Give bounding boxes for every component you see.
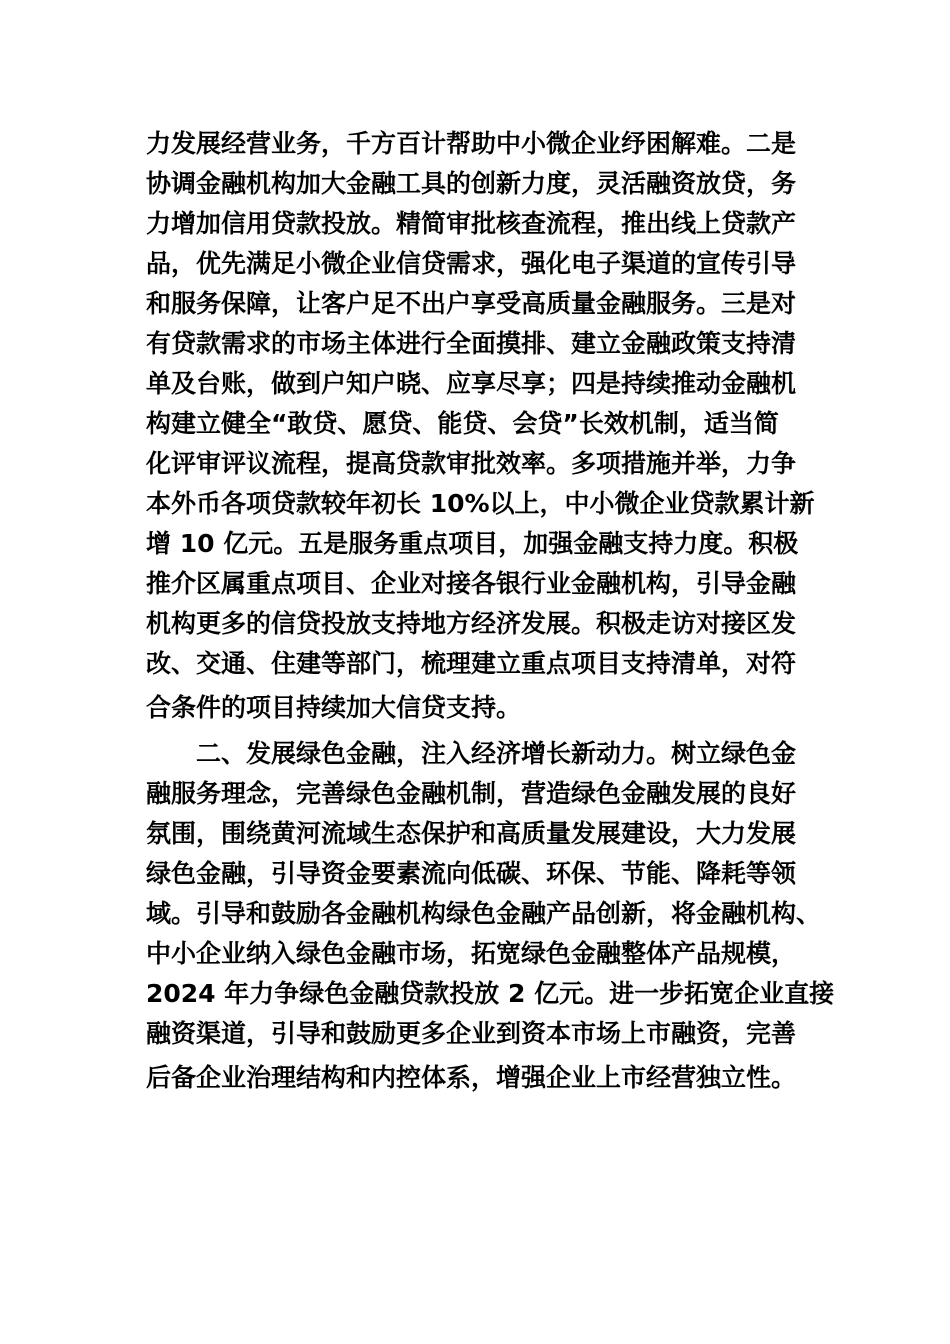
text-line: 后备企业治理结构和内控体系，增强企业上市经营独立性。 (146, 1063, 797, 1092)
text-line: 域。引导和鼓励各金融机构绿色金融产品创新，将金融机构、 (146, 899, 822, 928)
text-line: 融服务理念，完善绿色金融机制，营造绿色金融发展的良好 (146, 779, 797, 808)
text-line: 绿色金融，引导资金要素流向低碳、环保、节能、降耗等领 (146, 859, 797, 888)
paragraph-heading-line: 二、发展绿色金融，注入经济增长新动力。树立绿色金 (196, 739, 797, 768)
text-line: 中小企业纳入绿色金融市场，拓宽绿色金融整体产品规模， (146, 939, 797, 968)
text-line: 和服务保障，让客户足不出户享受高质量金融服务。三是对 (146, 289, 797, 318)
text-line: 融资渠道，引导和鼓励更多企业到资本市场上市融资，完善 (146, 1019, 797, 1048)
text-line: 推介区属重点项目、企业对接各银行业金融机构，引导金融 (146, 569, 797, 598)
text-line: 合条件的项目持续加大信贷支持。 (146, 693, 522, 722)
text-line: 构建立健全“敢贷、愿贷、能贷、会贷”长效机制，适当简 (146, 409, 779, 438)
text-line: 改、交通、住建等部门，梳理建立重点项目支持清单，对符 (146, 649, 797, 678)
text-line: 本外币各项贷款较年初长 10%以上，中小微企业贷款累计新 (146, 489, 815, 518)
text-line: 增 10 亿元。五是服务重点项目，加强金融支持力度。积极 (146, 529, 799, 558)
text-line: 2024 年力争绿色金融贷款投放 2 亿元。进一步拓宽企业直接 (146, 979, 835, 1008)
text-line: 力发展经营业务，千方百计帮助中小微企业纾困解难。二是 (146, 129, 797, 158)
text-line: 机构更多的信贷投放支持地方经济发展。积极走访对接区发 (146, 609, 797, 638)
text-line: 有贷款需求的市场主体进行全面摸排、建立金融政策支持清 (146, 329, 797, 358)
text-line: 协调金融机构加大金融工具的创新力度，灵活融资放贷，务 (146, 169, 797, 198)
text-line: 品，优先满足小微企业信贷需求，强化电子渠道的宣传引导 (146, 249, 797, 278)
text-line: 氛围，围绕黄河流域生态保护和高质量发展建设，大力发展 (146, 819, 797, 848)
text-line: 单及台账，做到户知户晓、应享尽享；四是持续推动金融机 (146, 369, 797, 398)
text-line: 化评审评议流程，提高贷款审批效率。多项措施并举，力争 (146, 449, 797, 478)
text-line: 力增加信用贷款投放。精简审批核查流程，推出线上贷款产 (146, 209, 797, 238)
